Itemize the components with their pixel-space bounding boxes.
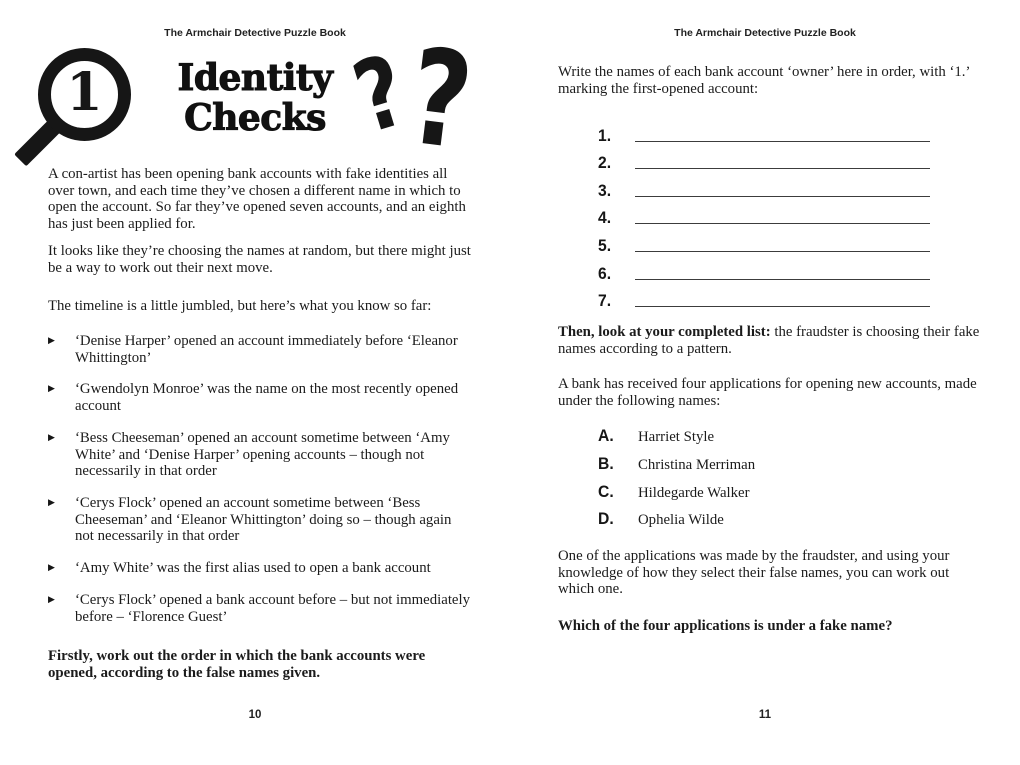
clue-item xyxy=(48,333,472,366)
answer-number: 3. xyxy=(598,180,612,200)
answer-blank-line xyxy=(635,222,930,224)
application-row xyxy=(598,455,938,483)
write-names-prompt: Write the names of each bank account ‘owner’ here in order, with ‘1.’ marking the first-opened account: xyxy=(558,64,970,97)
intro-paragraph-2: It looks like they’re choosing the names at random, but there might just be a way to work out their next move. xyxy=(48,243,471,276)
answer-row xyxy=(598,173,930,201)
answer-row xyxy=(598,256,930,284)
clue-text: ‘Bess Cheeseman’ opened an account sometime between ‘Amy White’ and ‘Denise Harper’ opening accounts – though not necessarily in that order xyxy=(75,429,450,480)
question-mark-small-icon: ? xyxy=(341,33,419,157)
answer-row xyxy=(598,228,930,256)
pattern-paragraph-bold-lead: Then, look at your completed list: xyxy=(558,324,771,340)
application-row xyxy=(598,427,938,455)
application-letter: B. xyxy=(598,454,614,473)
clue-item xyxy=(48,381,472,414)
page-number-right: 11 xyxy=(758,709,772,721)
answer-blank-line xyxy=(635,278,930,280)
clue-text: ‘Cerys Flock’ opened a bank account before – but not immediately before – ‘Florence Guest’ xyxy=(75,591,471,625)
application-row xyxy=(598,510,938,538)
bullet-triangle-icon: ▶ xyxy=(48,336,55,346)
clue-text: ‘Denise Harper’ opened an account immediately before ‘Eleanor Whittington’ xyxy=(75,333,458,366)
application-name: Harriet Style xyxy=(638,429,715,445)
clue-text: ‘Amy White’ was the first alias used to open a bank account xyxy=(75,560,431,577)
pattern-paragraph-rest: the fraudster is choosing their fake names according to a pattern. xyxy=(558,324,980,357)
puzzle-title-line2: Checks xyxy=(184,97,326,140)
application-name: Ophelia Wilde xyxy=(638,512,724,529)
application-letter: A. xyxy=(598,427,614,445)
bullet-triangle-icon: ▶ xyxy=(48,432,55,443)
answer-blank-line xyxy=(635,167,930,169)
running-header: The Armchair Detective Puzzle Book xyxy=(164,27,346,39)
clue-item xyxy=(48,495,472,545)
puzzle-title-line1: Identity xyxy=(177,57,333,99)
puzzle-number: 1 xyxy=(66,61,103,123)
final-question: Which of the four applications is under a fake name? xyxy=(558,618,893,634)
pattern-paragraph xyxy=(558,324,980,357)
answer-number: 5. xyxy=(598,235,612,255)
application-row xyxy=(598,483,938,511)
answer-row xyxy=(598,284,930,312)
answer-blank-line xyxy=(635,195,930,197)
answer-blank-list xyxy=(598,118,930,311)
clue-text: ‘Cerys Flock’ opened an account sometime between ‘Bess Cheeseman’ and ‘Eleanor Whittington’ doing so – though again not necessarily in that order xyxy=(75,495,452,545)
clue-item xyxy=(48,592,472,625)
answer-number: 6. xyxy=(598,263,612,283)
application-list xyxy=(598,427,938,538)
running-header: The Armchair Detective Puzzle Book xyxy=(674,27,856,39)
bullet-triangle-icon: ▶ xyxy=(48,594,55,605)
intro-paragraph-3: The timeline is a little jumbled, but here’s what you know so far: xyxy=(48,298,432,314)
answer-number: 4. xyxy=(598,208,612,228)
answer-blank-line xyxy=(635,305,930,307)
page-number-left: 10 xyxy=(248,709,262,721)
answer-row xyxy=(598,118,930,146)
clue-text: ‘Gwendolyn Monroe’ was the name on the most recently opened account xyxy=(75,381,459,415)
answer-number: 2. xyxy=(598,153,612,173)
question-marks-icon xyxy=(341,19,480,181)
clue-item xyxy=(48,430,472,480)
answer-row xyxy=(598,201,930,229)
bullet-triangle-icon: ▶ xyxy=(48,498,55,509)
bank-applications-paragraph: A bank has received four applications for opening new accounts, made under the following names: xyxy=(558,376,977,409)
application-letter: D. xyxy=(598,510,614,529)
clue-list xyxy=(48,333,472,640)
answer-blank-line xyxy=(635,140,930,142)
intro-paragraph-1: A con-artist has been opening bank accounts with fake identities all over town, and each time they’ve chosen a different name in which to open the account. So far they’ve opened seven accounts, and an eighth has just been applied for. xyxy=(48,166,466,233)
first-task-instruction: Firstly, work out the order in which the bank accounts were opened, according to the false names given. xyxy=(48,648,426,681)
bullet-triangle-icon: ▶ xyxy=(48,563,55,574)
page-right xyxy=(510,0,1020,765)
application-name: Christina Merriman xyxy=(638,456,756,473)
answer-number: 7. xyxy=(598,291,612,311)
clue-item xyxy=(48,560,472,577)
bullet-triangle-icon: ▶ xyxy=(48,384,55,395)
answer-blank-line xyxy=(635,250,930,252)
question-mark-large-icon: ? xyxy=(401,19,480,181)
application-letter: C. xyxy=(598,482,614,501)
closing-paragraph: One of the applications was made by the fraudster, and using your knowledge of how they select their false names, you can work out which one. xyxy=(558,548,950,598)
answer-number: 1. xyxy=(598,125,612,145)
answer-row xyxy=(598,146,930,174)
application-name: Hildegarde Walker xyxy=(638,484,750,501)
